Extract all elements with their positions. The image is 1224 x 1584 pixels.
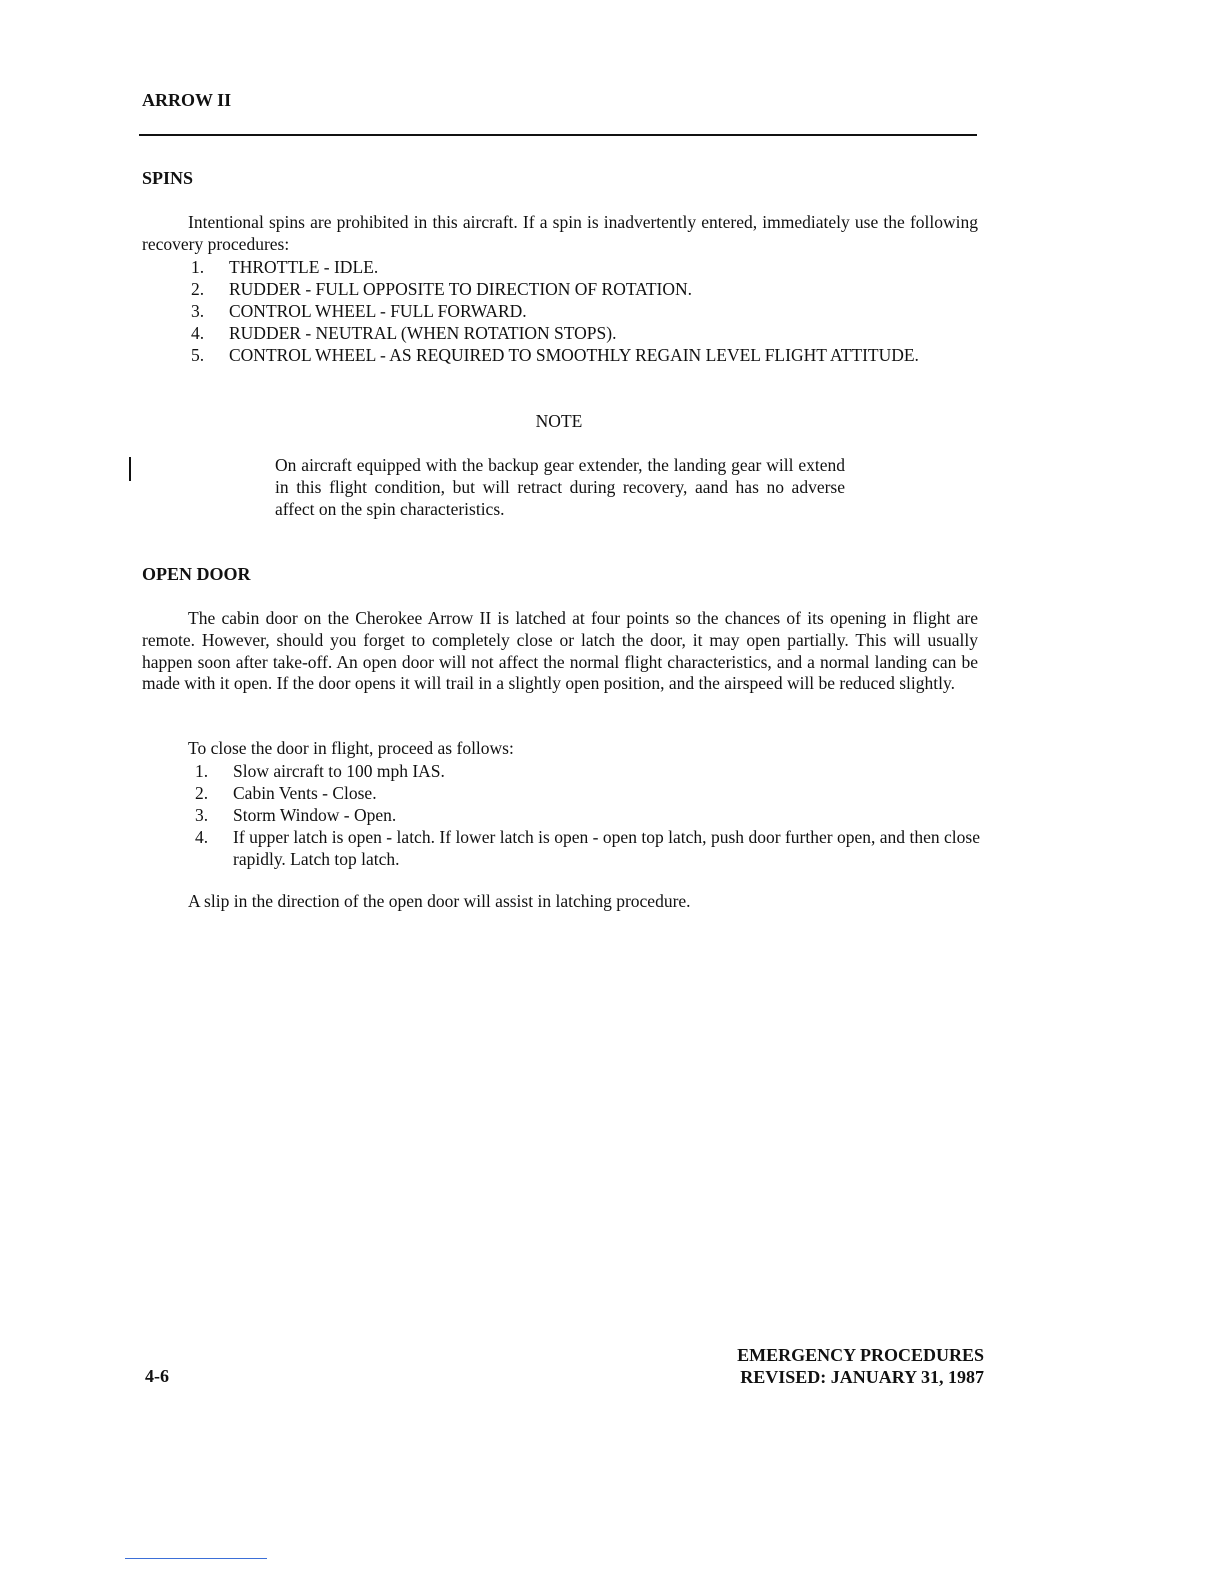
open-door-paragraph	[142, 608, 978, 695]
close-door-intro	[142, 738, 978, 760]
list-item	[195, 760, 980, 782]
step-text: CONTROL WHEEL - FULL FORWARD.	[229, 301, 527, 321]
step-number: 1.	[191, 257, 205, 277]
step-text: Slow aircraft to 100 mph IAS.	[233, 761, 445, 781]
footer-section-title: EMERGENCY PROCEDURES	[737, 1345, 984, 1365]
step-text: Storm Window - Open.	[233, 805, 397, 825]
step-number: 4.	[191, 323, 205, 343]
spin-recovery-steps	[191, 256, 977, 366]
revision-change-bar	[129, 457, 131, 481]
note-title: NOTE	[535, 411, 583, 431]
spins-intro-text: Intentional spins are prohibited in this aircraft. If a spin is inadvertently entered, immediately use the following recovery procedures:	[142, 212, 978, 254]
footer-block	[737, 1344, 984, 1388]
step-text: THROTTLE - IDLE.	[229, 257, 379, 277]
step-number: 3.	[191, 301, 205, 321]
step-text: If upper latch is open - latch. If lower latch is open - open top latch, push door further open, and then close rapidly. Latch top latch.	[233, 827, 980, 869]
list-item	[191, 278, 977, 300]
list-item	[195, 826, 980, 870]
note-body: On aircraft equipped with the backup gear extender, the landing gear will extend in this flight condition, but will retract during recovery, aand has no adverse affect on the spin characteristics.	[275, 455, 845, 519]
list-item	[191, 256, 977, 278]
step-text: CONTROL WHEEL - AS REQUIRED TO SMOOTHLY REGAIN LEVEL FLIGHT ATTITUDE.	[229, 345, 919, 365]
step-number: 1.	[195, 761, 209, 781]
header-divider	[139, 134, 977, 136]
bottom-divider	[125, 1558, 267, 1559]
footer-revision-date: REVISED: JANUARY 31, 1987	[740, 1367, 984, 1387]
spins-heading: SPINS	[142, 168, 194, 188]
step-number: 2.	[191, 279, 205, 299]
open-door-heading: OPEN DOOR	[142, 564, 251, 584]
step-text: RUDDER - FULL OPPOSITE TO DIRECTION OF ROTATION.	[229, 279, 693, 299]
list-item	[195, 782, 980, 804]
step-text: Cabin Vents - Close.	[233, 783, 377, 803]
step-number: 3.	[195, 805, 209, 825]
closing-text: A slip in the direction of the open door will assist in latching procedure.	[188, 891, 691, 911]
list-item	[191, 300, 977, 322]
close-door-intro-text: To close the door in flight, proceed as follows:	[188, 738, 514, 758]
step-number: 2.	[195, 783, 209, 803]
closing-paragraph	[142, 891, 978, 913]
page-number: 4-6	[145, 1366, 169, 1386]
step-text: RUDDER - NEUTRAL (WHEN ROTATION STOPS).	[229, 323, 617, 343]
list-item	[195, 804, 980, 826]
page-header-title: ARROW II	[142, 90, 232, 110]
step-number: 4.	[195, 827, 209, 847]
list-item	[191, 322, 977, 344]
list-item	[191, 344, 977, 366]
spins-intro-paragraph	[142, 212, 978, 256]
step-number: 5.	[191, 345, 205, 365]
open-door-paragraph-text: The cabin door on the Cherokee Arrow II is latched at four points so the chances of its opening in flight are remote. However, should you forget to completely close or latch the door, it may open partially. This will usually happen soon after take-off. An open door will not affect the normal flight characteristics, and a normal landing can be made with it open. If the door opens it will trail in a slightly open position, and the airspeed will be reduced slightly.	[142, 608, 978, 694]
close-door-steps	[195, 760, 980, 870]
